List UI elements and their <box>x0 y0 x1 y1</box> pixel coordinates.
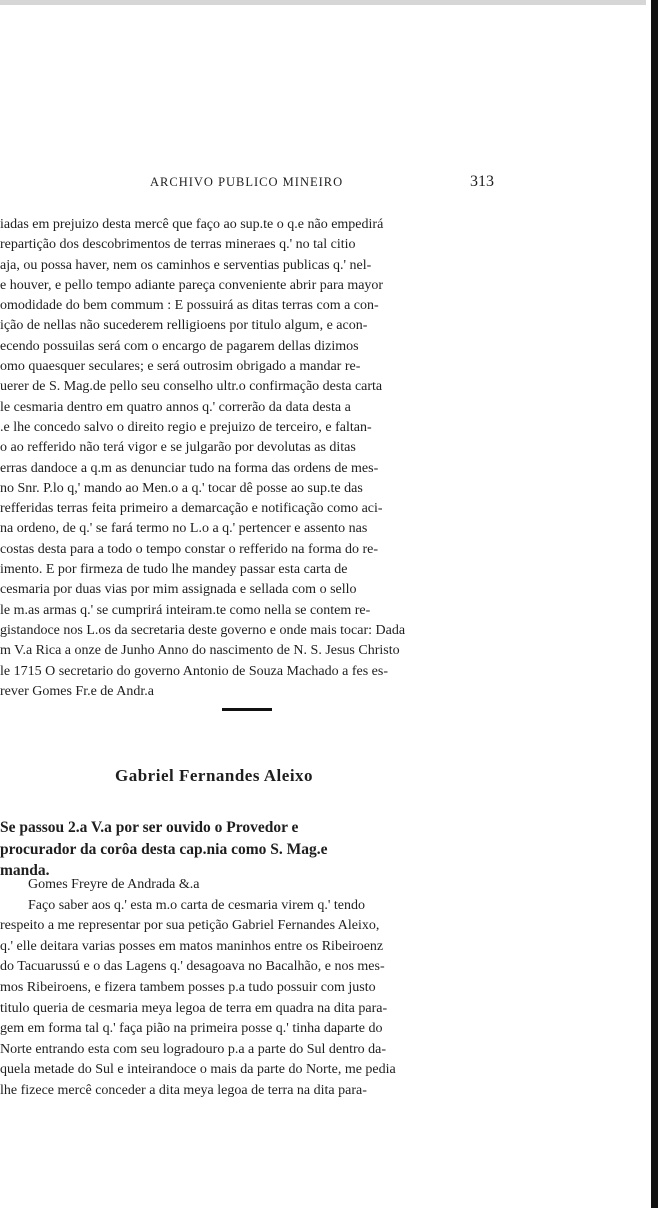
text-line: Norte entrando esta com seu logradouro p.a a parte do Sul dentro da- <box>0 1041 387 1057</box>
text-line: mos Ribeiroens, e fizera tambem posses p.a tudo possuir com justo <box>0 979 376 995</box>
text-line: titulo queria de cesmaria meya legoa de terra em quadra na dita para- <box>0 1000 388 1016</box>
entry-description <box>0 817 505 882</box>
text-line: aja, ou possa haver, nem os caminhos e serventias publicas q.' nel- <box>0 257 372 273</box>
text-line: omo quaesquer seculares; e será outrosim obrigado a mandar re- <box>0 359 361 375</box>
text-line: quela metade do Sul e inteirandoce o mais da parte do Norte, me pedia <box>0 1062 396 1078</box>
text-line: m V.a Rica a onze de Junho Anno do nascimento de N. S. Jesus Christo <box>0 643 400 659</box>
description-line: Se passou 2.a V.a por ser ouvido o Provedor e <box>0 819 299 836</box>
text-line: imento. E por firmeza de tudo lhe mandey passar esta carta de <box>0 562 348 578</box>
text-line: .e lhe concedo salvo o direito regio e prejuizo de terceiro, e faltan- <box>0 419 372 435</box>
text-line: Faço saber aos q.' esta m.o carta de cesmaria virem q.' tendo <box>28 897 366 913</box>
page-number: 313 <box>470 173 494 190</box>
text-line: ição de nellas não sucederem relligioens por titulo algum, e acon- <box>0 318 368 334</box>
text-line: le 1715 O secretario do governo Antonio de Souza Machado a fes es- <box>0 663 388 679</box>
text-line: gistandoce nos L.os da secretaria deste governo e onde mais tocar: Dada <box>0 622 406 638</box>
text-line: rever Gomes Fr.e de Andr.a <box>0 683 154 699</box>
text-line: repartição dos descobrimentos de terras mineraes q.' no tal citio <box>0 237 356 253</box>
text-line: ecendo possuilas será com o encargo de pagarem dellas dizimos <box>0 338 359 354</box>
right-page-edge <box>651 0 658 1208</box>
text-line: erras dandoce a q.m as denunciar tudo na forma das ordens de mes- <box>0 460 379 476</box>
second-text-block <box>0 875 505 1102</box>
description-line: procurador da corôa desta cap.nia como S. Mag.e <box>0 840 328 858</box>
text-line: Gomes Freyre de Andrada &.a <box>28 877 200 892</box>
text-line: refferidas terras feita primeiro a demarcação e notificação como aci- <box>0 501 383 517</box>
text-line: o ao refferido não terá vigor e se julgarão por devolutas as ditas <box>0 440 356 456</box>
text-line: respeito a me representar por sua petição Gabriel Fernandes Aleixo, <box>0 918 380 934</box>
first-text-block <box>0 215 500 702</box>
text-line: do Tacuarussú e o das Lagens q.' desagoava no Bacalhão, e nos mes- <box>0 959 385 975</box>
text-line: na ordeno, de q.' se fará termo no L.o a q.' pertencer e assento nas <box>0 521 368 537</box>
top-edge-rule <box>0 0 646 5</box>
text-line: cesmaria por duas vias por mim assignada e sellada com o sello <box>0 582 357 598</box>
text-line: gem em forma tal q.' faça pião na primeira posse q.' tinha daparte do <box>0 1021 383 1037</box>
text-line: iadas em prejuizo desta mercê que faço ao sup.te o q.e não empedirá <box>0 217 384 232</box>
text-line: uerer de S. Mag.de pello seu conselho ultr.o confirmação desta carta <box>0 379 383 395</box>
text-line: q.' elle deitara varias posses em matos maninhos entre os Ribeiroenz <box>0 938 384 954</box>
section-separator <box>222 708 272 711</box>
running-head <box>0 172 610 194</box>
text-line: costas desta para a todo o tempo constar o refferido na forma do re- <box>0 541 378 557</box>
text-line: le m.as armas q.' se cumprirá inteiram.te como nella se contem re- <box>0 602 371 618</box>
text-line: e houver, e pello tempo adiante pareça conveniente abrir para mayor <box>0 277 384 293</box>
text-line: lhe fizece mercê conceder a dita meya legoa de terra na dita para- <box>0 1082 367 1098</box>
running-title: ARCHIVO PUBLICO MINEIRO <box>150 175 344 189</box>
text-line: no Snr. P.lo q,' mando ao Men.o a q.' tocar dê posse ao sup.te das <box>0 480 363 496</box>
text-line: le cesmaria dentro em quatro annos q.' correrão da data desta a <box>0 399 351 415</box>
description-line: manda. <box>0 862 50 879</box>
text-line: omodidade do bem commum : E possuirá as ditas terras com a con- <box>0 298 379 314</box>
entry-name-heading: Gabriel Fernandes Aleixo <box>115 766 314 785</box>
